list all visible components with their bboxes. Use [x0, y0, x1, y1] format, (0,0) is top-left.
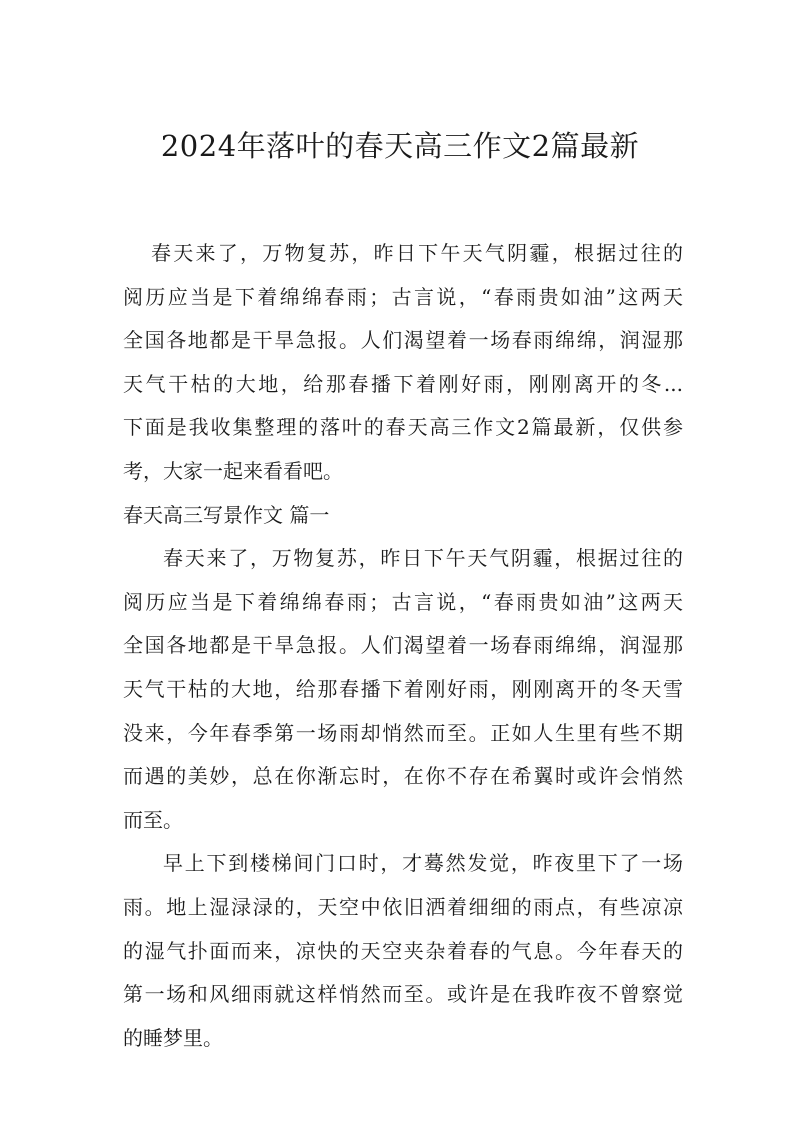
paragraph-line: 早上下到楼梯间门口时，才蓦然发觉，昨夜里下了一场: [163, 851, 683, 876]
section-heading: 春天高三写景作文 篇一: [123, 502, 330, 527]
intro-paragraph: [123, 232, 683, 494]
intro-line: 阅历应当是下着绵绵春雨；古言说，“春雨贵如油”这两天: [123, 284, 683, 309]
paragraph-line: 阅历应当是下着绵绵春雨；古言说，“春雨贵如油”这两天: [123, 589, 683, 614]
intro-line: 考，大家一起来看看吧。: [123, 458, 343, 483]
paragraph-line: 的睡梦里。: [123, 1025, 223, 1050]
paragraph-line: 雨。地上湿渌渌的，天空中依旧洒着细细的雨点，有些凉凉: [123, 894, 683, 919]
paragraph-line: 的湿气扑面而来，凉快的天空夹杂着春的气息。今年春天的: [123, 938, 683, 963]
document-body: [123, 232, 683, 1060]
paragraph-line: 天气干枯的大地，给那春播下着刚好雨，刚刚离开的冬天雪: [123, 676, 683, 701]
paragraph-line: 第一场和风细雨就这样悄然而至。或许是在我昨夜不曾察觉: [123, 982, 683, 1007]
intro-line: 全国各地都是干旱急报。人们渴望着一场春雨绵绵，润湿那: [123, 328, 683, 353]
section-heading-paragraph: [123, 494, 683, 538]
body-paragraph-1: [123, 537, 683, 842]
document-title: 2024年落叶的春天高三作文2篇最新: [160, 129, 640, 163]
paragraph-line: 而至。: [123, 807, 183, 832]
body-paragraph-2: [123, 842, 683, 1060]
paragraph-line: 而遇的美妙，总在你渐忘时，在你不存在希翼时或许会悄然: [123, 764, 683, 789]
intro-line: 春天来了，万物复苏，昨日下午天气阴霾，根据过往的: [151, 241, 683, 265]
intro-line: 下面是我收集整理的落叶的春天高三作文2篇最新，仅供参: [123, 415, 683, 440]
intro-line: 天气干枯的大地，给那春播下着刚好雨，刚刚离开的冬...: [123, 371, 683, 396]
paragraph-line: 没来，今年春季第一场雨却悄然而至。正如人生里有些不期: [123, 720, 683, 745]
paragraph-line: 全国各地都是干旱急报。人们渴望着一场春雨绵绵，润湿那: [123, 633, 683, 658]
paragraph-line: 春天来了，万物复苏，昨日下午天气阴霾，根据过往的: [163, 546, 683, 571]
